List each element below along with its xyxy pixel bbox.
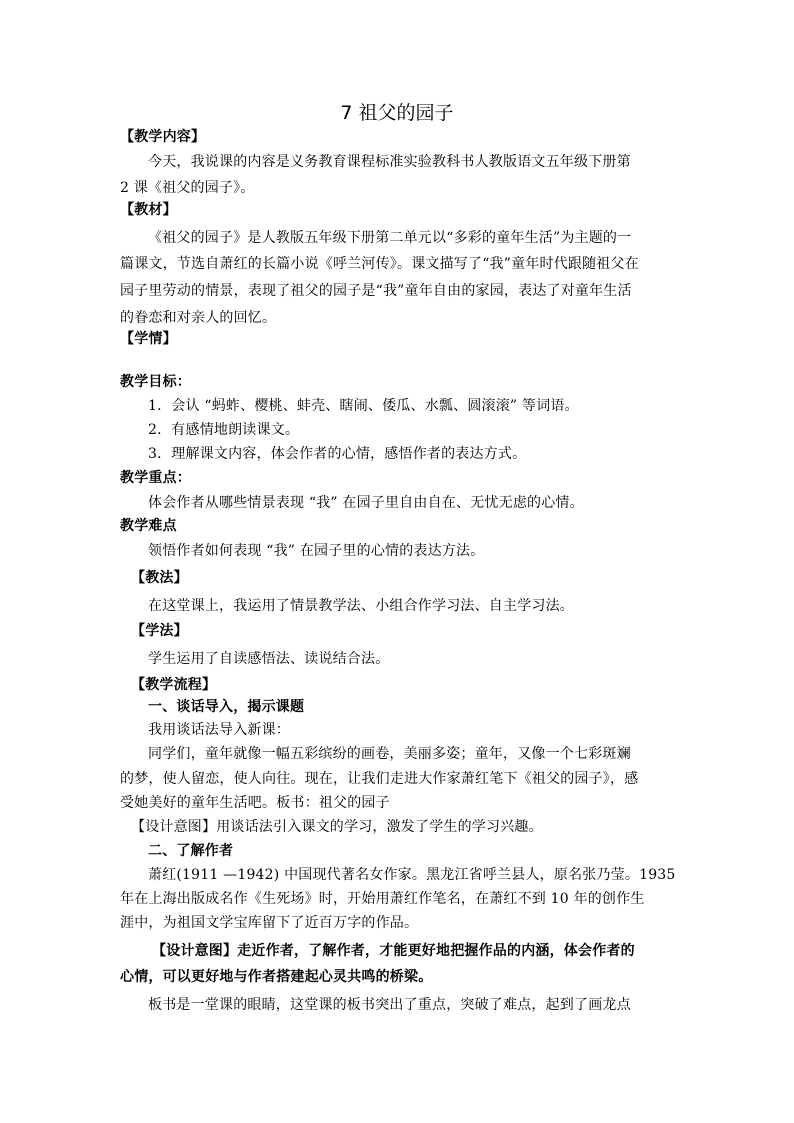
paragraph-line: 同学们，童年就像一幅五彩缤纷的画卷，美丽多姿；童年，又像一个七彩斑斓	[148, 746, 631, 762]
paragraph-line: 领悟作者如何表现 “我” 在园子里的心情的表达方法。	[148, 543, 485, 559]
design-intent-bold-line: 【设计意图】走近作者，了解作者，才能更好地把握作品的内涵，体会作者的	[152, 943, 635, 959]
paragraph-line: 受她美好的童年生活吧。板书：祖父的园子	[120, 795, 390, 811]
heading-teaching-method: 【教法】	[131, 570, 188, 586]
paragraph-line: 在这堂课上，我运用了情景教学法、小组合作学习法、自主学习法。	[148, 598, 574, 614]
paragraph-line: 学生运用了自读感悟法、读说结合法。	[148, 651, 390, 667]
design-intent-bold-line: 心情，可以更好地与作者搭建起心灵共鸣的桥梁。	[120, 969, 433, 985]
document-title: 7 祖父的园子	[340, 102, 454, 124]
section-heading-intro: 一、谈话导入，揭示课题	[148, 699, 305, 715]
paragraph-line: 年在上海出版成名作《生死场》时，开始用萧红作笔名，在萧红不到 10 年的创作生	[120, 891, 645, 907]
objective-item: 3．理解课文内容，体会作者的心情，感悟作者的表达方式。	[148, 446, 527, 462]
paragraph-line: 《祖父的园子》是人教版五年级下册第二单元以“多彩的童年生活”为主题的一	[148, 230, 632, 246]
heading-teaching-process: 【教学流程】	[131, 677, 217, 693]
paragraph-line: 体会作者从哪些情景表现 “我” 在园子里自由自在、无忧无虑的心情。	[148, 495, 584, 511]
heading-textbook: 【教材】	[120, 202, 177, 218]
paragraph-line: 我用谈话法导入新课：	[148, 722, 290, 738]
paragraph-line: 今天，我说课的内容是义务教育课程标准实验教科书人教版语文五年级下册第	[148, 154, 631, 170]
heading-teaching-objectives: 教学目标：	[120, 374, 191, 390]
paragraph-line: 2 课《祖父的园子》。	[120, 180, 255, 196]
paragraph-line: 涯中，为祖国文学宝库留下了近百万字的作品。	[120, 915, 419, 931]
section-heading-author: 二、了解作者	[148, 843, 234, 859]
objective-item: 1．会认 “蚂蚱、樱桃、蚌壳、瞎闹、倭瓜、水瓢、圆滚滚” 等词语。	[148, 398, 579, 414]
heading-teaching-content: 【教学内容】	[120, 129, 206, 145]
heading-learning-method: 【学法】	[131, 623, 188, 639]
paragraph-line: 板书是一堂课的眼睛，这堂课的板书突出了重点，突破了难点，起到了画龙点	[148, 997, 631, 1013]
design-intent-line: 【设计意图】用谈话法引入课文的学习，激发了学生的学习兴趣。	[131, 819, 543, 835]
heading-key-points: 教学重点：	[120, 470, 191, 486]
paragraph-line: 的眷恋和对亲人的回忆。	[120, 310, 277, 326]
paragraph-line: 园子里劳动的情景，表现了祖父的园子是“我”童年自由的家园，表达了对童年生活	[120, 283, 632, 299]
paragraph-line: 萧红(1911 —1942) 中国现代著名女作家。黑龙江省呼兰县人，原名张乃莹。1935	[148, 867, 676, 883]
objective-item: 2．有感情地朗读课文。	[148, 422, 300, 438]
paragraph-line: 的梦，使人留恋，使人向往。现在，让我们走进大作家萧红笔下《祖父的园子》，感	[120, 771, 639, 787]
heading-student-situation: 【学情】	[120, 331, 177, 347]
paragraph-line: 篇课文，节选自萧红的长篇小说《呼兰河传》。课文描写了“我”童年时代跟随祖父在	[120, 256, 639, 272]
heading-difficulties: 教学难点	[120, 518, 177, 534]
